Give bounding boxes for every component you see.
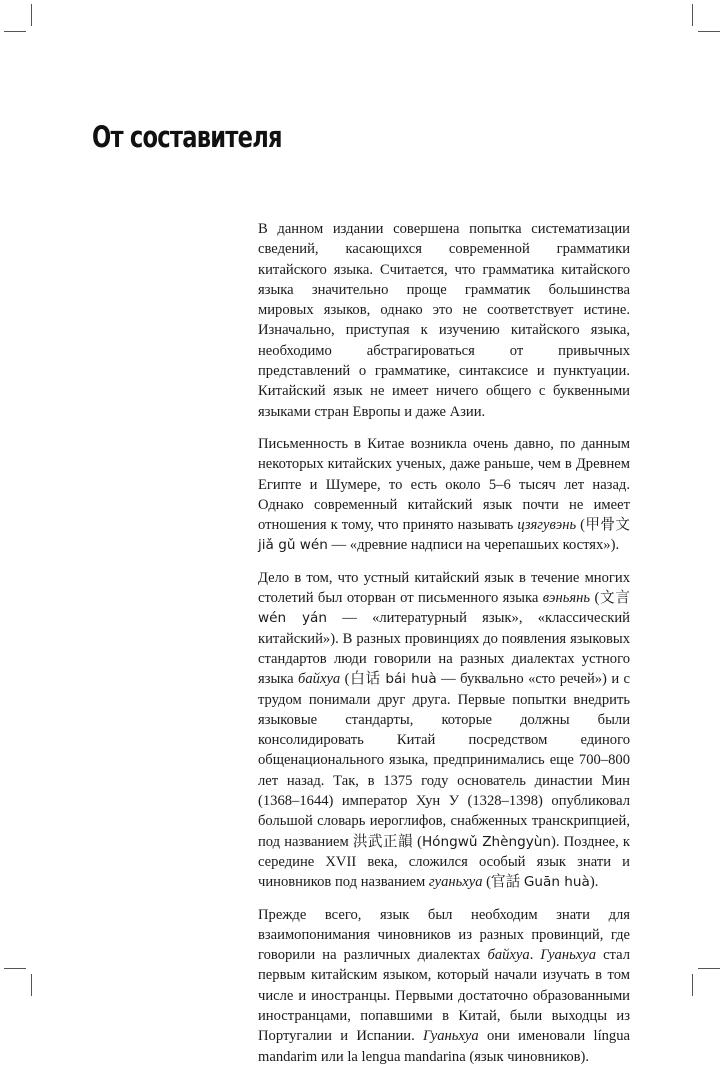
pinyin: jiǎ gǔ wén [258, 537, 328, 554]
italic-term: вэньянь [542, 590, 591, 607]
paragraph [258, 434, 630, 556]
crop-mark-top-left [31, 4, 32, 26]
text-run: (甲骨文 [576, 517, 630, 534]
text-run: Письменность в Китае возникла очень давно, по данным некоторых китайских ученых, даже раньше, чем в Древнем Египте и Шумере, то есть около 5–6 тысяч лет назад. Однако современный китайский язык почти не имеет отношения к тому, что принято называть [258, 435, 630, 534]
text-run: Прежде всего, язык был необходим знати для взаимопонимания чиновников из разных провинций, где говорили на различных диалектах [258, 906, 630, 964]
pinyin: Hóngwǔ Zhèngyùn [421, 833, 552, 850]
text-run: — «древние надписи на черепашьих костях»). [327, 537, 620, 554]
italic-term: байхуа [487, 947, 530, 964]
text-run: — буквально «сто речей») и с трудом понимали друг друга. Первые попытки внедрить языковые стандарты, которые должны были консолидировать Китай посредством единого общенационального языка, предпринимались еще 700–800 лет назад. Так, в 1375 году основатель династии Мин (1368–1644) император Хун У (1328–1398) опубликовал большой словарь иероглифов, снабженных транскрипцией, под названием 洪武正韻 ( [258, 671, 631, 850]
italic-term: Гуаньхуа [540, 947, 596, 964]
pinyin: wén yán [258, 610, 327, 627]
pinyin: bái huà [385, 671, 437, 688]
italic-term: цзягувэнь [517, 517, 577, 534]
crop-mark-bottom-left [31, 974, 32, 996]
text-run: они именовали língua mandarim или la lengua mandarina (язык чиновников). [258, 1028, 630, 1065]
text-run: — «литературный язык», «классический китайский»). В разных провинциях до появления языковых стандартов люди говорили на разных диалектах устного языка [258, 610, 630, 688]
paragraph [258, 905, 630, 1067]
body-text [258, 219, 630, 1079]
text-run: Дело в том, что устный китайский язык в течение многих столетий был оторван от письменного языка [258, 569, 630, 607]
pinyin: Guān huà [523, 874, 590, 891]
crop-mark-top-left-h [4, 31, 26, 32]
italic-term: гуаньхуа [428, 874, 483, 891]
page-title: От составителя [92, 120, 282, 154]
text-run: В данном издании совершена попытка систематизации сведений, касающихся современной грамматики китайского языка. Считается, что грамматика китайского языка значительно проще грамматик большинства мировых языков, однако это не соответствует истине. Изначально, приступая к изучению китайского языка, необходимо абстрагироваться от привычных представлений о грамматике, синтаксисе и пунктуации. Китайский язык не имеет ничего общего с буквенными языками стран Европы и даже Азии. [258, 221, 630, 420]
crop-mark-bottom-right [692, 974, 693, 996]
text-run: (官話 [482, 874, 524, 891]
crop-mark-top-right [692, 4, 693, 26]
crop-mark-top-right-h [698, 31, 720, 32]
crop-mark-bottom-left-h [4, 968, 26, 969]
italic-term: байхуа [298, 671, 341, 688]
italic-term: Гуаньхуа [423, 1028, 479, 1045]
text-run: (白话 [340, 671, 386, 688]
paragraph [258, 568, 630, 893]
text-run: стал первым китайским языком, который начали изучать в том числе и иностранцы. Первыми достаточно образованными иностранцами, попавшими в Китай, были выходцы из Португалии и Испании. [258, 947, 630, 1045]
text-run: ). Позднее, к середине XVII века, сложился особый язык знати и чиновников под названием [258, 833, 630, 891]
text-run: ). [589, 874, 599, 891]
crop-mark-bottom-right-h [698, 968, 720, 969]
text-run: . [529, 947, 541, 964]
text-run: (文言 [590, 590, 630, 607]
paragraph [258, 219, 630, 422]
